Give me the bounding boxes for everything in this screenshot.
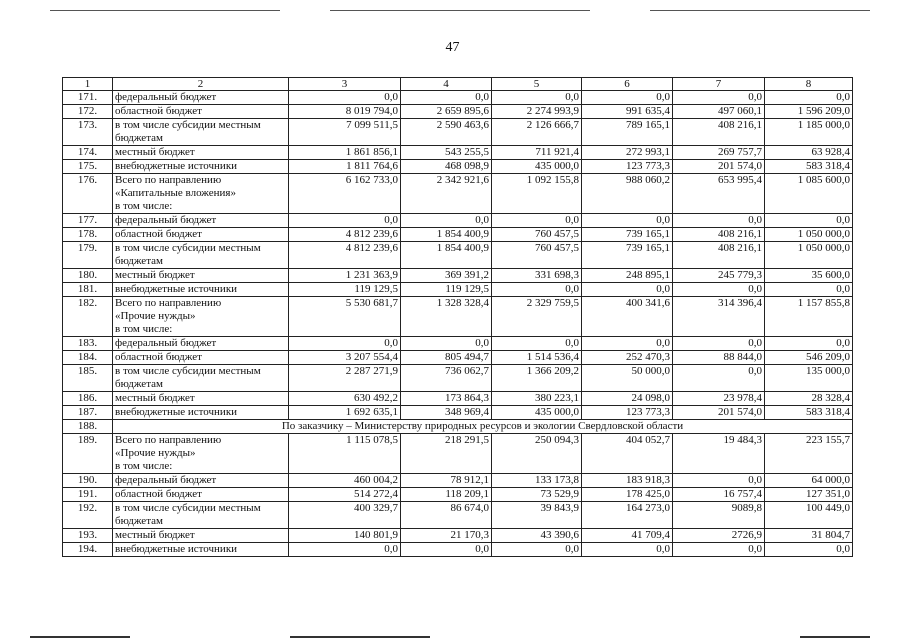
value-cell: 252 470,3	[582, 351, 673, 365]
bottom-rule-center	[290, 636, 430, 638]
value-cell: 86 674,0	[401, 502, 492, 529]
value-cell: 164 273,0	[582, 502, 673, 529]
value-cell: 248 895,1	[582, 269, 673, 283]
row-number: 192.	[63, 502, 113, 529]
row-label-line: Всего по направлению	[115, 174, 222, 186]
row-number: 188.	[63, 420, 113, 434]
table-row	[63, 529, 853, 543]
value-cell: 6 162 733,0	[289, 174, 401, 214]
value-cell: 380 223,1	[492, 392, 582, 406]
row-label-line: бюджетам	[115, 255, 163, 267]
value-cell: 272 993,1	[582, 146, 673, 160]
value-cell: 7 099 511,5	[289, 119, 401, 146]
value-cell: 789 165,1	[582, 119, 673, 146]
row-label-line: в том числе субсидии местным	[115, 502, 261, 514]
value-cell: 1 092 155,8	[492, 174, 582, 214]
row-number: 184.	[63, 351, 113, 365]
value-cell: 1 854 400,9	[401, 228, 492, 242]
value-cell: 183 918,3	[582, 474, 673, 488]
value-cell: 630 492,2	[289, 392, 401, 406]
value-cell: 0,0	[765, 214, 853, 228]
value-cell: 223 155,7	[765, 434, 853, 474]
value-cell: 4 812 239,6	[289, 228, 401, 242]
value-cell: 991 635,4	[582, 105, 673, 119]
column-header: 8	[765, 78, 853, 91]
budget-table	[62, 77, 853, 557]
row-label-line: в том числе:	[115, 323, 173, 335]
row-label-line: областной бюджет	[115, 488, 202, 500]
value-cell: 1 085 600,0	[765, 174, 853, 214]
row-label-line: «Прочие нужды»	[115, 447, 196, 459]
value-cell: 0,0	[582, 543, 673, 557]
value-cell: 408 216,1	[673, 242, 765, 269]
value-cell: 250 094,3	[492, 434, 582, 474]
value-cell: 400 341,6	[582, 297, 673, 337]
value-cell: 31 804,7	[765, 529, 853, 543]
value-cell: 140 801,9	[289, 529, 401, 543]
row-label	[113, 91, 289, 105]
value-cell: 408 216,1	[673, 228, 765, 242]
section-row	[63, 420, 853, 434]
row-label	[113, 502, 289, 529]
row-label	[113, 434, 289, 474]
row-label	[113, 119, 289, 146]
row-label	[113, 488, 289, 502]
value-cell: 173 864,3	[401, 392, 492, 406]
row-label-line: Всего по направлению	[115, 297, 222, 309]
value-cell: 1 185 000,0	[765, 119, 853, 146]
value-cell: 1 596 209,0	[765, 105, 853, 119]
row-number: 185.	[63, 365, 113, 392]
row-label-line: «Капитальные вложения»	[115, 187, 236, 199]
value-cell: 4 812 239,6	[289, 242, 401, 269]
value-cell: 1 050 000,0	[765, 242, 853, 269]
value-cell: 123 773,3	[582, 406, 673, 420]
value-cell: 1 157 855,8	[765, 297, 853, 337]
value-cell: 0,0	[673, 283, 765, 297]
value-cell: 269 757,7	[673, 146, 765, 160]
value-cell: 369 391,2	[401, 269, 492, 283]
value-cell: 653 995,4	[673, 174, 765, 214]
row-label	[113, 543, 289, 557]
value-cell: 0,0	[401, 91, 492, 105]
table-row	[63, 174, 853, 214]
row-label	[113, 174, 289, 214]
table-row	[63, 406, 853, 420]
row-number: 171.	[63, 91, 113, 105]
table-row	[63, 146, 853, 160]
value-cell: 760 457,5	[492, 228, 582, 242]
table-row	[63, 160, 853, 174]
value-cell: 348 969,4	[401, 406, 492, 420]
row-label	[113, 160, 289, 174]
table-row	[63, 392, 853, 406]
table-row	[63, 228, 853, 242]
row-number: 182.	[63, 297, 113, 337]
value-cell: 5 530 681,7	[289, 297, 401, 337]
row-label-line: местный бюджет	[115, 529, 195, 541]
row-label-line: областной бюджет	[115, 351, 202, 363]
row-number: 181.	[63, 283, 113, 297]
page-number: 47	[445, 40, 460, 55]
value-cell: 0,0	[401, 543, 492, 557]
row-label-line: в том числе субсидии местным	[115, 119, 261, 131]
row-number: 180.	[63, 269, 113, 283]
row-label-line: «Прочие нужды»	[115, 310, 196, 322]
value-cell: 1 366 209,2	[492, 365, 582, 392]
value-cell: 133 173,8	[492, 474, 582, 488]
table-row	[63, 351, 853, 365]
value-cell: 1 811 764,6	[289, 160, 401, 174]
row-label-line: бюджетам	[115, 378, 163, 390]
value-cell: 0,0	[765, 337, 853, 351]
row-label	[113, 269, 289, 283]
row-number: 172.	[63, 105, 113, 119]
table-row	[63, 91, 853, 105]
row-label-line: в том числе:	[115, 460, 173, 472]
row-label-line: внебюджетные источники	[115, 543, 238, 555]
row-label-line: местный бюджет	[115, 269, 195, 281]
value-cell: 2 274 993,9	[492, 105, 582, 119]
row-number: 176.	[63, 174, 113, 214]
value-cell: 0,0	[673, 337, 765, 351]
value-cell: 497 060,1	[673, 105, 765, 119]
row-label-line: бюджетам	[115, 515, 163, 527]
value-cell: 760 457,5	[492, 242, 582, 269]
table-header-row	[63, 78, 853, 91]
value-cell: 135 000,0	[765, 365, 853, 392]
row-label	[113, 365, 289, 392]
value-cell: 119 129,5	[401, 283, 492, 297]
value-cell: 2 659 895,6	[401, 105, 492, 119]
value-cell: 0,0	[673, 214, 765, 228]
value-cell: 0,0	[492, 543, 582, 557]
row-number: 187.	[63, 406, 113, 420]
bottom-rule-left	[30, 636, 130, 638]
row-label	[113, 474, 289, 488]
row-number: 190.	[63, 474, 113, 488]
row-number: 179.	[63, 242, 113, 269]
top-rule-right	[650, 10, 870, 11]
value-cell: 460 004,2	[289, 474, 401, 488]
value-cell: 0,0	[582, 91, 673, 105]
value-cell: 43 390,6	[492, 529, 582, 543]
row-label-line: Всего по направлению	[115, 434, 222, 446]
value-cell: 805 494,7	[401, 351, 492, 365]
row-label-line: областной бюджет	[115, 105, 202, 117]
row-label	[113, 283, 289, 297]
row-label	[113, 214, 289, 228]
column-header: 7	[673, 78, 765, 91]
value-cell: 123 773,3	[582, 160, 673, 174]
row-label-line: местный бюджет	[115, 392, 195, 404]
value-cell: 988 060,2	[582, 174, 673, 214]
column-header: 4	[401, 78, 492, 91]
top-rule-center	[330, 10, 590, 11]
value-cell: 408 216,1	[673, 119, 765, 146]
row-label-line: в том числе:	[115, 200, 173, 212]
value-cell: 739 165,1	[582, 242, 673, 269]
value-cell: 63 928,4	[765, 146, 853, 160]
row-label	[113, 105, 289, 119]
table-body	[63, 78, 853, 557]
row-number: 189.	[63, 434, 113, 474]
table-row	[63, 283, 853, 297]
value-cell: 314 396,4	[673, 297, 765, 337]
value-cell: 0,0	[673, 365, 765, 392]
value-cell: 21 170,3	[401, 529, 492, 543]
value-cell: 1 692 635,1	[289, 406, 401, 420]
value-cell: 0,0	[582, 283, 673, 297]
value-cell: 39 843,9	[492, 502, 582, 529]
value-cell: 1 514 536,4	[492, 351, 582, 365]
row-label	[113, 242, 289, 269]
value-cell: 1 854 400,9	[401, 242, 492, 269]
value-cell: 178 425,0	[582, 488, 673, 502]
value-cell: 1 115 078,5	[289, 434, 401, 474]
value-cell: 2726,9	[673, 529, 765, 543]
value-cell: 0,0	[673, 543, 765, 557]
value-cell: 435 000,0	[492, 160, 582, 174]
row-label	[113, 529, 289, 543]
row-label-line: внебюджетные источники	[115, 406, 238, 418]
row-label-line: внебюджетные источники	[115, 160, 238, 172]
value-cell: 8 019 794,0	[289, 105, 401, 119]
value-cell: 0,0	[765, 91, 853, 105]
value-cell: 0,0	[765, 283, 853, 297]
value-cell: 218 291,5	[401, 434, 492, 474]
row-label	[113, 351, 289, 365]
table-row	[63, 365, 853, 392]
value-cell: 1 328 328,4	[401, 297, 492, 337]
row-number: 186.	[63, 392, 113, 406]
value-cell: 73 529,9	[492, 488, 582, 502]
value-cell: 583 318,4	[765, 160, 853, 174]
table-row	[63, 502, 853, 529]
value-cell: 127 351,0	[765, 488, 853, 502]
value-cell: 2 126 666,7	[492, 119, 582, 146]
row-label-line: федеральный бюджет	[115, 214, 217, 226]
row-number: 194.	[63, 543, 113, 557]
value-cell: 64 000,0	[765, 474, 853, 488]
column-header: 1	[63, 78, 113, 91]
table-row	[63, 543, 853, 557]
table-row	[63, 119, 853, 146]
value-cell: 0,0	[492, 337, 582, 351]
value-cell: 100 449,0	[765, 502, 853, 529]
value-cell: 0,0	[289, 91, 401, 105]
value-cell: 28 328,4	[765, 392, 853, 406]
value-cell: 9089,8	[673, 502, 765, 529]
row-number: 174.	[63, 146, 113, 160]
value-cell: 711 921,4	[492, 146, 582, 160]
row-label-line: федеральный бюджет	[115, 337, 217, 349]
value-cell: 514 272,4	[289, 488, 401, 502]
table-row	[63, 488, 853, 502]
value-cell: 1 231 363,9	[289, 269, 401, 283]
value-cell: 78 912,1	[401, 474, 492, 488]
value-cell: 35 600,0	[765, 269, 853, 283]
row-label-line: в том числе субсидии местным	[115, 242, 261, 254]
value-cell: 400 329,7	[289, 502, 401, 529]
value-cell: 0,0	[401, 337, 492, 351]
value-cell: 0,0	[289, 337, 401, 351]
value-cell: 50 000,0	[582, 365, 673, 392]
value-cell: 3 207 554,4	[289, 351, 401, 365]
table-row	[63, 214, 853, 228]
row-label-line: бюджетам	[115, 132, 163, 144]
value-cell: 2 287 271,9	[289, 365, 401, 392]
bottom-rule-right	[800, 636, 870, 638]
value-cell: 583 318,4	[765, 406, 853, 420]
value-cell: 0,0	[492, 91, 582, 105]
row-number: 183.	[63, 337, 113, 351]
value-cell: 2 342 921,6	[401, 174, 492, 214]
value-cell: 0,0	[582, 337, 673, 351]
value-cell: 0,0	[492, 283, 582, 297]
value-cell: 2 590 463,6	[401, 119, 492, 146]
table-row	[63, 242, 853, 269]
value-cell: 0,0	[289, 543, 401, 557]
value-cell: 24 098,0	[582, 392, 673, 406]
value-cell: 0,0	[582, 214, 673, 228]
column-header: 5	[492, 78, 582, 91]
row-number: 193.	[63, 529, 113, 543]
value-cell: 0,0	[673, 474, 765, 488]
value-cell: 118 209,1	[401, 488, 492, 502]
value-cell: 201 574,0	[673, 406, 765, 420]
value-cell: 16 757,4	[673, 488, 765, 502]
value-cell: 0,0	[401, 214, 492, 228]
value-cell: 331 698,3	[492, 269, 582, 283]
column-header: 2	[113, 78, 289, 91]
row-label-line: в том числе субсидии местным	[115, 365, 261, 377]
value-cell: 119 129,5	[289, 283, 401, 297]
value-cell: 468 098,9	[401, 160, 492, 174]
row-label	[113, 406, 289, 420]
value-cell: 0,0	[765, 543, 853, 557]
row-label	[113, 337, 289, 351]
value-cell: 739 165,1	[582, 228, 673, 242]
row-label	[113, 146, 289, 160]
table-row	[63, 105, 853, 119]
row-label-line: федеральный бюджет	[115, 91, 217, 103]
value-cell: 2 329 759,5	[492, 297, 582, 337]
row-label-line: внебюджетные источники	[115, 283, 238, 295]
row-label-line: местный бюджет	[115, 146, 195, 158]
row-label	[113, 297, 289, 337]
row-number: 191.	[63, 488, 113, 502]
row-label	[113, 392, 289, 406]
row-label-line: областной бюджет	[115, 228, 202, 240]
table-row	[63, 297, 853, 337]
value-cell: 435 000,0	[492, 406, 582, 420]
top-rule-left	[50, 10, 280, 11]
table-row	[63, 474, 853, 488]
column-header: 3	[289, 78, 401, 91]
table-row	[63, 337, 853, 351]
section-title: По заказчику – Министерству природных ресурсов и экологии Свердловской области	[113, 420, 853, 434]
row-number: 175.	[63, 160, 113, 174]
value-cell: 1 050 000,0	[765, 228, 853, 242]
value-cell: 23 978,4	[673, 392, 765, 406]
table-row	[63, 269, 853, 283]
row-number: 177.	[63, 214, 113, 228]
value-cell: 0,0	[289, 214, 401, 228]
value-cell: 201 574,0	[673, 160, 765, 174]
row-label	[113, 228, 289, 242]
value-cell: 41 709,4	[582, 529, 673, 543]
row-number: 178.	[63, 228, 113, 242]
value-cell: 1 861 856,1	[289, 146, 401, 160]
value-cell: 0,0	[492, 214, 582, 228]
value-cell: 404 052,7	[582, 434, 673, 474]
value-cell: 736 062,7	[401, 365, 492, 392]
value-cell: 0,0	[673, 91, 765, 105]
value-cell: 546 209,0	[765, 351, 853, 365]
column-header: 6	[582, 78, 673, 91]
value-cell: 19 484,3	[673, 434, 765, 474]
value-cell: 543 255,5	[401, 146, 492, 160]
row-number: 173.	[63, 119, 113, 146]
value-cell: 245 779,3	[673, 269, 765, 283]
table-row	[63, 434, 853, 474]
row-label-line: федеральный бюджет	[115, 474, 217, 486]
value-cell: 88 844,0	[673, 351, 765, 365]
